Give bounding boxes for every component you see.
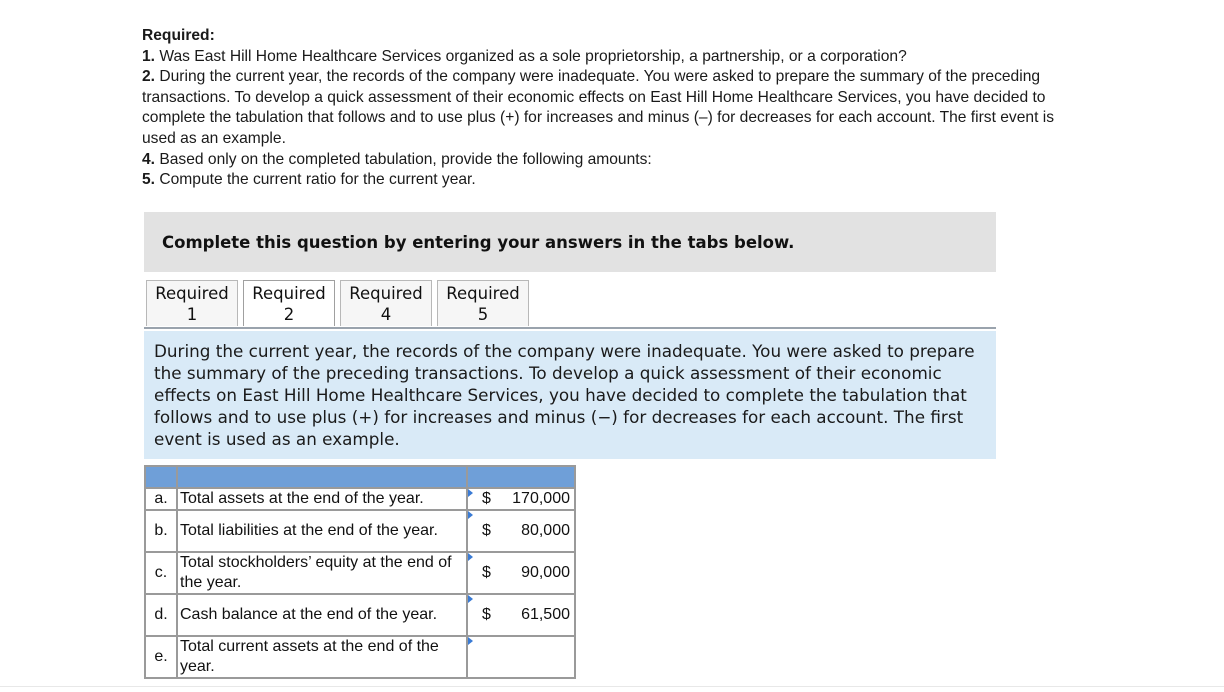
table-row bbox=[145, 510, 575, 552]
required-title: Required: bbox=[142, 27, 215, 44]
tab-divider bbox=[144, 327, 996, 329]
required-instructions bbox=[142, 26, 1072, 191]
tab-required-5[interactable]: Required 5 bbox=[437, 280, 529, 326]
table-row bbox=[145, 488, 575, 510]
tab-required-2[interactable]: Required 2 bbox=[243, 280, 335, 326]
table-header-row bbox=[145, 466, 575, 488]
entry-flag-icon bbox=[468, 595, 473, 603]
answer-banner: Complete this question by entering your answers in the tabs below. bbox=[144, 212, 996, 272]
amount-input-b[interactable]: $ 80,000 bbox=[467, 510, 575, 552]
tab-required-4[interactable]: Required 4 bbox=[340, 280, 432, 326]
table-row bbox=[145, 594, 575, 636]
tab-bar bbox=[146, 280, 534, 328]
row-description: Cash balance at the end of the year. bbox=[177, 594, 467, 636]
table-row bbox=[145, 552, 575, 594]
row-description: Total stockholders’ equity at the end of the year. bbox=[177, 552, 467, 594]
row-description: Total liabilities at the end of the year. bbox=[177, 510, 467, 552]
tab-instructions: During the current year, the records of the company were inadequate. You were asked to prepare the summary of the preceding transactions. To develop a quick assessment of their economic effects on East Hill Home Healthcare Services, you have decided to complete the tabulation that follows and to use plus (+) for increases and minus (−) for decreases for each account. The first event is used as an example. bbox=[144, 331, 996, 459]
amount-input-a[interactable]: $ 170,000 bbox=[467, 488, 575, 510]
row-description: Total assets at the end of the year. bbox=[177, 488, 467, 510]
amount-input-d[interactable]: $ 61,500 bbox=[467, 594, 575, 636]
amount-input-c[interactable]: $ 90,000 bbox=[467, 552, 575, 594]
table-row bbox=[145, 636, 575, 678]
entry-flag-icon bbox=[468, 489, 473, 497]
row-letter: d. bbox=[145, 594, 177, 636]
entry-flag-icon bbox=[468, 511, 473, 519]
tab-required-1[interactable]: Required 1 bbox=[146, 280, 238, 326]
answer-table bbox=[144, 465, 576, 679]
row-description: Total current assets at the end of the year. bbox=[177, 636, 467, 678]
row-letter: c. bbox=[145, 552, 177, 594]
required-item-4: 4. Based only on the completed tabulation, provide the following amounts: bbox=[142, 150, 652, 168]
entry-flag-icon bbox=[468, 553, 473, 561]
row-letter: e. bbox=[145, 636, 177, 678]
required-item-1: 1. Was East Hill Home Healthcare Services organized as a sole proprietorship, a partnership, or a corporation? bbox=[142, 47, 907, 65]
page-bottom-divider bbox=[0, 686, 1224, 687]
entry-flag-icon bbox=[468, 637, 473, 645]
required-item-2: 2. During the current year, the records of the company were inadequate. You were asked to prepare the summary of the preceding transactions. To develop a quick assessment of their economic effects on East Hill Home Healthcare Services, you have decided to complete the tabulation that follows and to use plus (+) for increases and minus (–) for decreases for each account. The first event is used as an example. bbox=[142, 68, 1054, 147]
required-item-5: 5. Compute the current ratio for the current year. bbox=[142, 171, 476, 189]
amount-input-e[interactable] bbox=[467, 636, 575, 678]
row-letter: a. bbox=[145, 488, 177, 510]
row-letter: b. bbox=[145, 510, 177, 552]
